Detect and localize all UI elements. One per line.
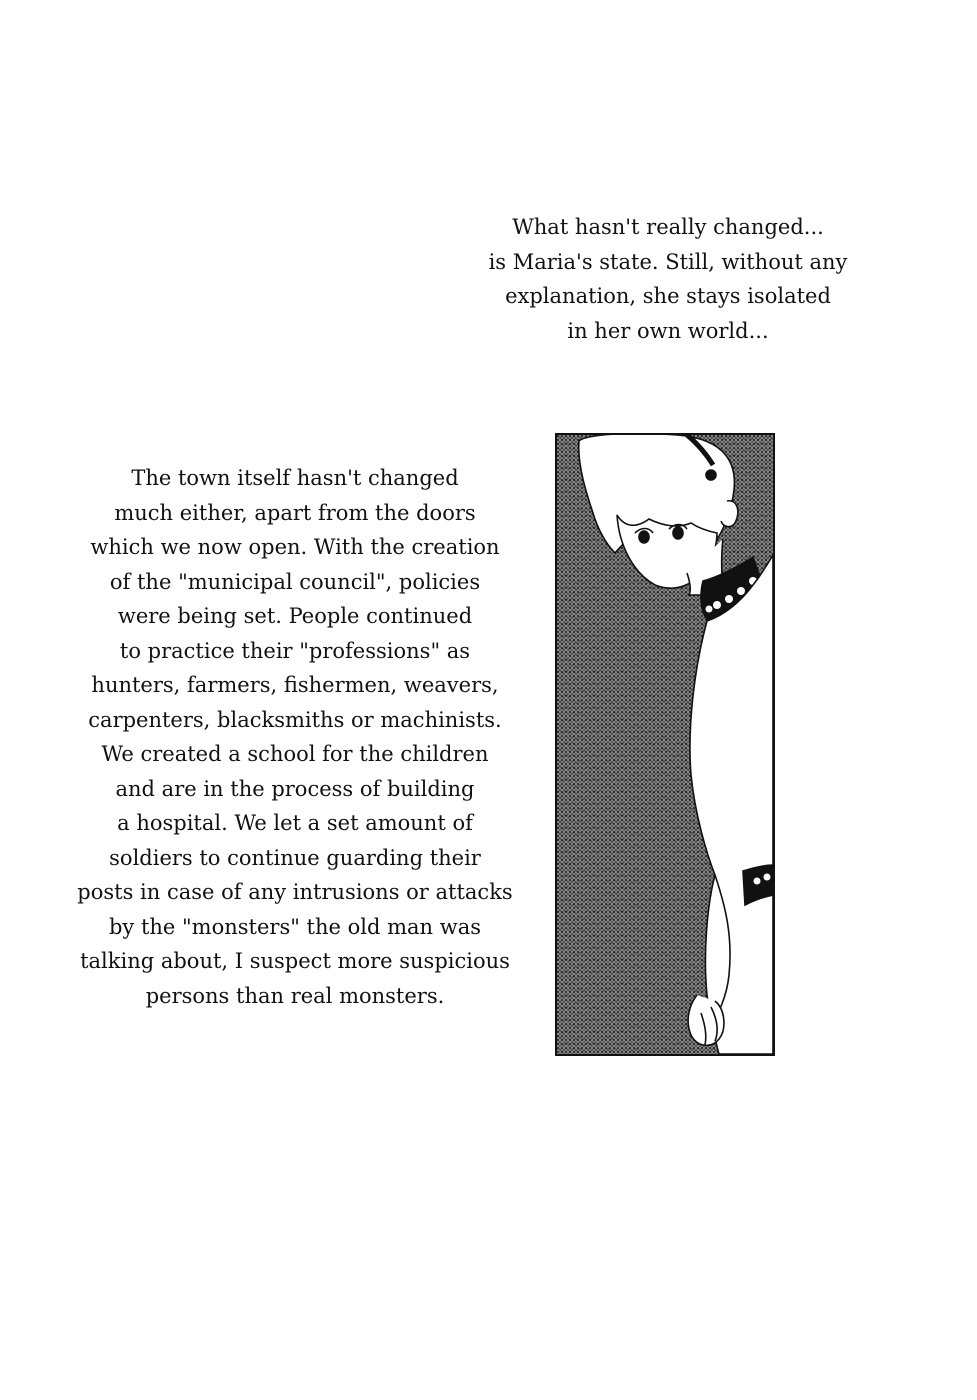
caption-left-line: and are in the process of building xyxy=(115,776,475,801)
manga-panel xyxy=(555,433,775,1056)
caption-left-line: soldiers to continue guarding their xyxy=(109,845,481,870)
caption-left-line: The town itself hasn't changed xyxy=(131,466,459,490)
caption-left-line: hunters, farmers, fishermen, weavers, xyxy=(91,673,499,697)
caption-left-line: by the "monsters" the old man was xyxy=(108,914,482,939)
caption-top xyxy=(468,210,868,348)
caption-top-line: explanation, she stays isolated xyxy=(505,284,831,308)
caption-left-line: carpenters, blacksmiths or machinists. xyxy=(88,707,502,732)
caption-left-line: to practice their "professions" as xyxy=(119,638,471,663)
caption-left-line: posts in case of any intrusions or attacks xyxy=(77,880,513,904)
caption-left-line: were being set. People continued xyxy=(117,604,473,628)
caption-top-line: What hasn't really changed... xyxy=(512,215,824,239)
caption-left-line: a hospital. We let a set amount of xyxy=(117,811,473,835)
caption-left-line: much either, apart from the doors xyxy=(114,500,476,525)
caption-left-line: which we now open. With the creation xyxy=(90,535,500,559)
caption-left xyxy=(70,461,520,1013)
caption-left-line: persons than real monsters. xyxy=(145,983,445,1008)
caption-top-line: in her own world... xyxy=(567,318,769,343)
caption-left-line: We created a school for the children xyxy=(101,742,489,766)
manga-illustration xyxy=(557,435,773,1054)
caption-left-line: of the "municipal council", policies xyxy=(109,569,481,594)
caption-top-line: is Maria's state. Still, without any xyxy=(488,249,848,274)
caption-left-line: talking about, I suspect more suspicious xyxy=(80,949,510,973)
